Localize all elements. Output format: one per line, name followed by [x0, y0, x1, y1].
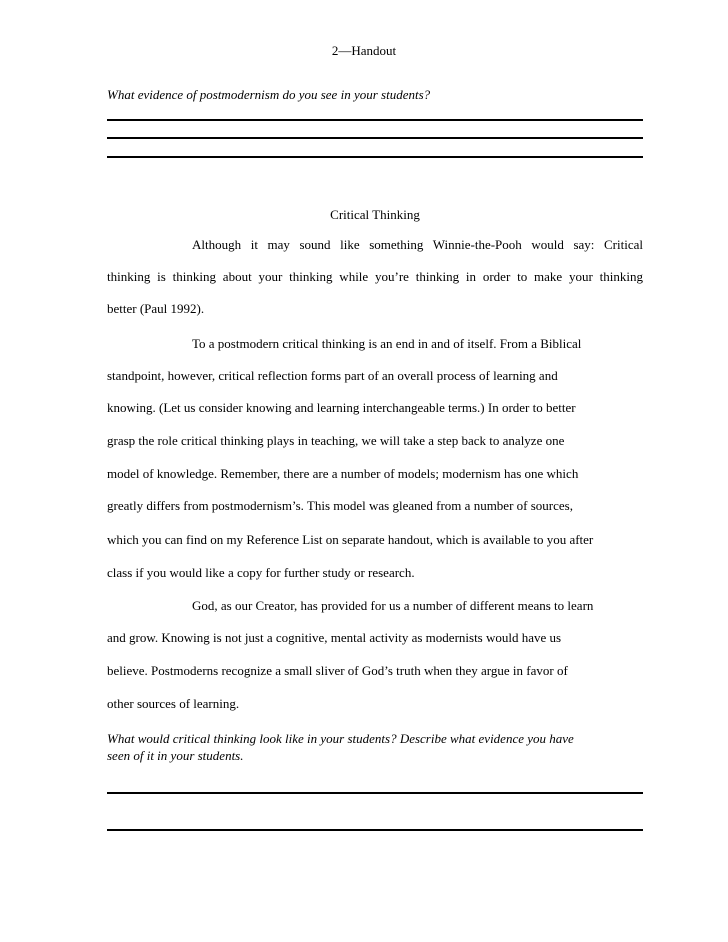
paragraph-3-line: believe. Postmoderns recognize a small sliver of God’s truth when they argue in favor of: [107, 663, 568, 678]
paragraph-2-line: To a postmodern critical thinking is an end in and of itself. From a Biblical: [192, 336, 582, 351]
paragraph-1-line: thinking is thinking about your thinking while you’re thinking in order to make your thinking: [107, 269, 643, 284]
paragraph-2-line: class if you would like a copy for further study or research.: [107, 565, 415, 580]
question-line: seen of it in your students.: [107, 748, 244, 763]
answer-line: [107, 829, 643, 831]
answer-line: [107, 119, 643, 121]
question-postmodernism: What evidence of postmodernism do you see in your students?: [107, 87, 431, 102]
paragraph-2-line: knowing. (Let us consider knowing and learning interchangeable terms.) In order to better: [107, 400, 576, 415]
paragraph-3-line: other sources of learning.: [107, 696, 240, 711]
paragraph-3-line: and grow. Knowing is not just a cognitive, mental activity as modernists would have us: [107, 630, 562, 645]
section-title: Critical Thinking: [330, 207, 420, 222]
answer-line: [107, 792, 643, 794]
paragraph-2-line: greatly differs from postmodernism’s. This model was gleaned from a number of sources,: [107, 498, 573, 513]
page-header: 2—Handout: [331, 43, 397, 58]
paragraph-2-line: model of knowledge. Remember, there are a number of models; modernism has one which: [107, 466, 579, 481]
answer-line: [107, 137, 643, 139]
question-line: What would critical thinking look like in your students? Describe what evidence you have: [107, 731, 574, 746]
paragraph-1-line: Although it may sound like something Winnie-the-Pooh would say: Critical: [192, 237, 643, 252]
paragraph-2-line: grasp the role critical thinking plays in teaching, we will take a step back to analyze one: [107, 433, 565, 448]
answer-line: [107, 156, 643, 158]
paragraph-1-line: better (Paul 1992).: [107, 301, 205, 316]
paragraph-2-line: which you can find on my Reference List on separate handout, which is available to you after: [107, 532, 594, 547]
paragraph-3-line: God, as our Creator, has provided for us a number of different means to learn: [192, 598, 594, 613]
paragraph-2-line: standpoint, however, critical reflection forms part of an overall process of learning and: [107, 368, 558, 383]
question-critical-thinking: [107, 730, 647, 764]
